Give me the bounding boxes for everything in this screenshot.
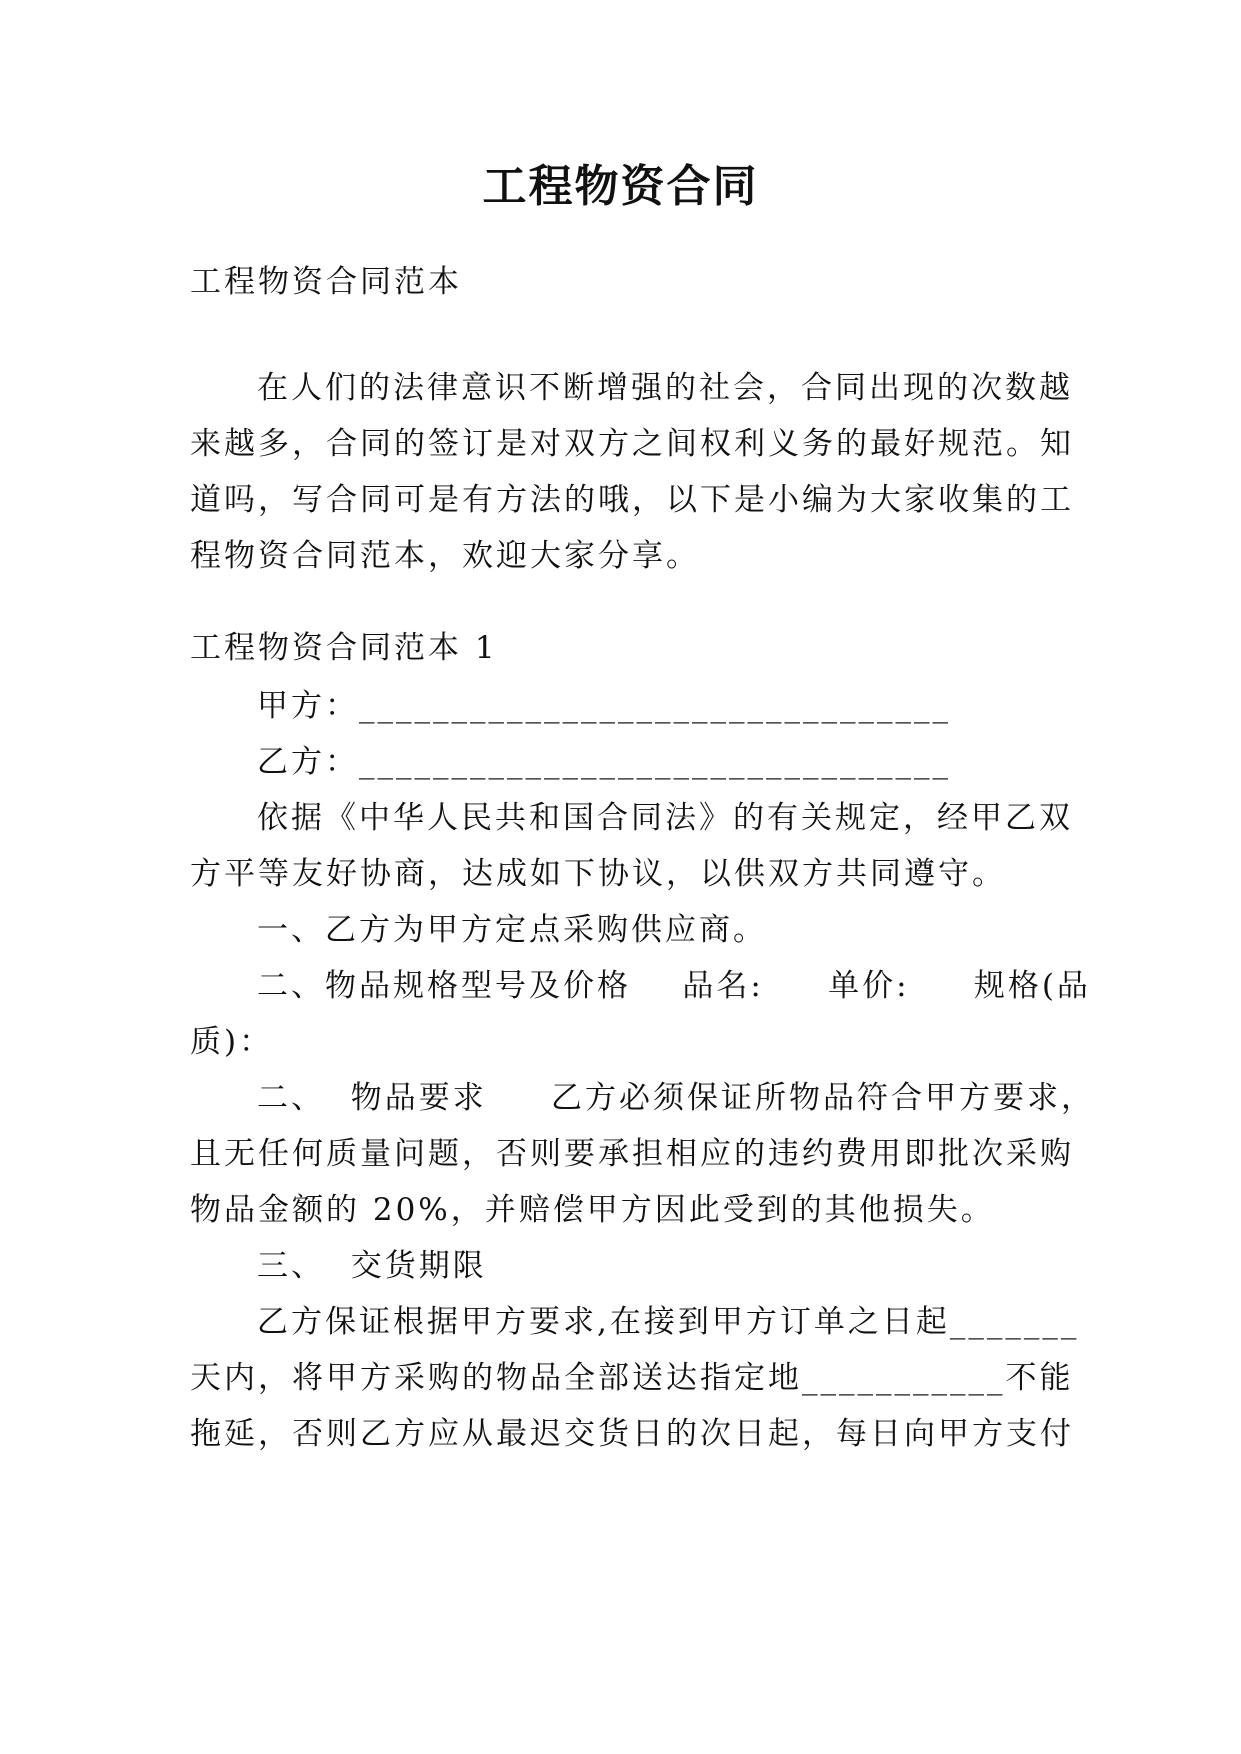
basis-line-1: 依据《中华人民共和国合同法》的有关规定，经甲乙双 [257, 800, 1073, 836]
clause-2-line-1: 二、物品规格型号及价格 品名: 单价: 规格(品 [257, 968, 1091, 1004]
section-heading: 工程物资合同范本 1 [190, 630, 498, 666]
subtitle: 工程物资合同范本 [190, 264, 462, 300]
clause-2b-line-2: 且无任何质量问题，否则要承担相应的违约费用即批次采购 [190, 1136, 1074, 1172]
intro-line-3: 道吗，写合同可是有方法的哦，以下是小编为大家收集的工 [190, 482, 1074, 518]
clause-2-line-2: 质)： [190, 1024, 274, 1060]
document-title: 工程物资合同 [482, 161, 759, 212]
party-a-line: 甲方：________________________________ [257, 688, 951, 724]
clause-1: 一、乙方为甲方定点采购供应商。 [257, 912, 767, 948]
delivery-line-2: 天内，将甲方采购的物品全部送达指定地___________不能 [190, 1360, 1074, 1396]
clause-3: 三、 交货期限 [257, 1248, 487, 1284]
clause-2b-line-3: 物品金额的 20%，并赔偿甲方因此受到的其他损失。 [190, 1192, 995, 1228]
delivery-line-3: 拖延，否则乙方应从最迟交货日的次日起，每日向甲方支付 [190, 1416, 1074, 1452]
intro-line-4: 程物资合同范本，欢迎大家分享。 [190, 538, 700, 574]
clause-2b-line-1: 二、 物品要求 乙方必须保证所物品符合甲方要求， [257, 1080, 1095, 1116]
basis-line-2: 方平等友好协商，达成如下协议，以供双方共同遵守。 [190, 856, 1006, 892]
delivery-line-1: 乙方保证根据甲方要求,在接到甲方订单之日起_______ [257, 1304, 1080, 1340]
party-b-line: 乙方：________________________________ [257, 744, 951, 780]
intro-line-1: 在人们的法律意识不断增强的社会，合同出现的次数越 [257, 370, 1073, 406]
intro-line-2: 来越多，合同的签订是对双方之间权利义务的最好规范。知 [190, 426, 1074, 462]
